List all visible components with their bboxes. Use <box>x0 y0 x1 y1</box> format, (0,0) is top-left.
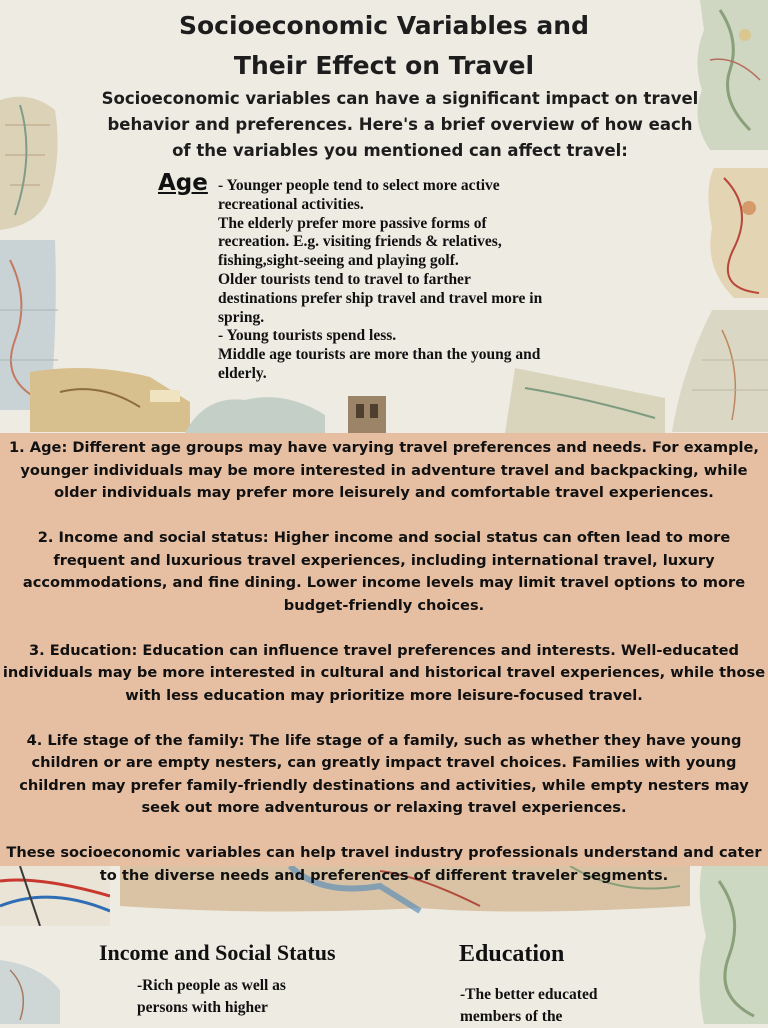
income-heading: Income and Social Status <box>99 940 336 965</box>
page-title-line-2: Their Effect on Travel <box>233 51 535 80</box>
map-scrap-bottom-strip-mid <box>185 385 325 433</box>
income-text <box>137 975 337 1019</box>
summary-paragraph-life-stage: 4. Life stage of the family: The life stage of a family, such as whether they have young children or are empty nesters, can greatly impact travel choices. Families with young children may prefer family-friendly destinations and activities, while empty nesters may seek out more adventurous or relaxing travel experiences. <box>19 731 749 816</box>
age-details <box>218 177 548 384</box>
map-illustration <box>0 95 60 230</box>
education-text-line-1: -The better educated <box>460 986 598 1003</box>
summary-paragraph-age: 1. Age: Different age groups may have varying travel preferences and needs. For example, younger individuals may be more interested in adventure travel and backpacking, while older individuals may prefer more leisurely and comfortable travel experiences. <box>9 439 759 501</box>
map-scrap-left-upper <box>0 95 60 230</box>
summary-paragraph-income: 2. Income and social status: Higher income and social status can often lead to more frequent and luxurious travel experiences, including international travel, luxury accommodations, and fine dining. Lower income levels may limit travel options to more budget-friendly choices. <box>22 529 746 614</box>
education-text <box>460 984 660 1028</box>
tower-illustration <box>344 392 390 433</box>
tower-scrap <box>344 392 390 433</box>
age-line-5: Middle age tourists are more than the young and elderly. <box>218 346 541 382</box>
map-illustration <box>30 362 190 432</box>
map-scrap-bottom-strip-left <box>30 362 190 432</box>
map-illustration <box>704 168 768 298</box>
map-scrap-right-mid <box>704 168 768 298</box>
age-line-1: - Younger people tend to select more active recreational activities. <box>218 177 500 213</box>
map-scrap-right-lower <box>672 310 768 432</box>
map-illustration <box>0 960 62 1024</box>
income-text-line-2: persons with higher <box>137 999 268 1016</box>
education-text-line-2: members of the <box>460 1008 563 1025</box>
age-line-4: - Young tourists spend less. <box>218 327 397 345</box>
page-title <box>0 6 768 86</box>
map-scrap-bottom-left <box>0 960 62 1024</box>
income-text-line-1: -Rich people as well as <box>137 977 286 994</box>
education-heading: Education <box>459 941 565 967</box>
intro-text: Socioeconomic variables can have a significant impact on travel behavior and preferences. Here's a brief overview of how each of the variables you mentioned can affect travel: <box>101 89 699 160</box>
age-line-2: The elderly prefer more passive forms of recreation. E.g. visiting friends & relatives, fishing,sight-seeing and playing golf. <box>218 214 502 270</box>
summary-paragraph-education: 3. Education: Education can influence travel preferences and interests. Well-educated individuals may be more interested in cultural and historical travel experiences, while those with less education may prioritize more leisure-focused travel. <box>2 641 766 704</box>
page-title-line-1: Socioeconomic Variables and <box>179 11 589 40</box>
map-illustration <box>185 385 325 433</box>
map-illustration <box>672 310 768 432</box>
age-line-3: Older tourists tend to travel to farther destinations prefer ship travel and travel more in spring. <box>218 270 543 326</box>
age-heading: Age <box>158 170 208 196</box>
summary-text <box>0 437 768 910</box>
summary-paragraph-conclusion: These socioeconomic variables can help travel industry professionals understand and cater to the diverse needs and preferences of different traveler segments. <box>6 844 762 884</box>
